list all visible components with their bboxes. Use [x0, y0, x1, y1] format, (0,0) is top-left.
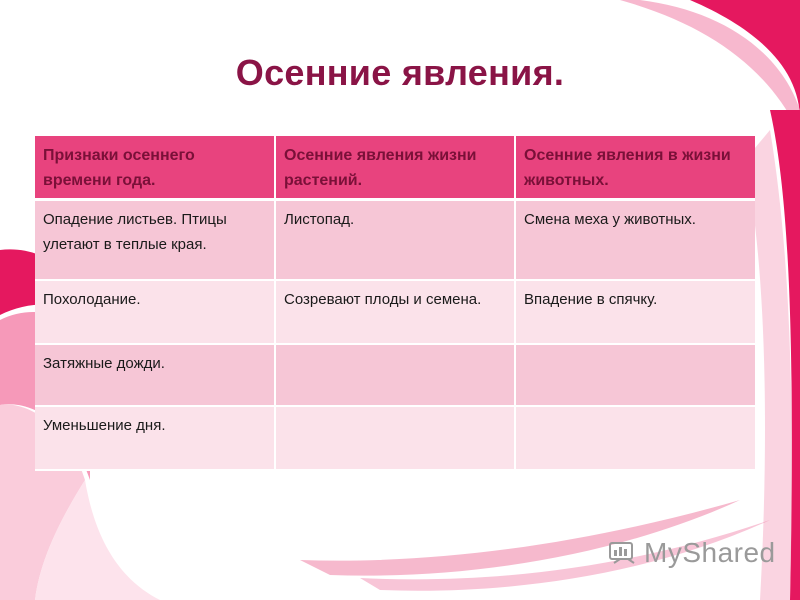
table-cell: Впадение в спячку.	[515, 280, 755, 344]
table-header-row	[35, 136, 755, 200]
table-cell	[275, 406, 515, 470]
page-title: Осенние явления.	[235, 52, 565, 93]
table-cell	[515, 406, 755, 470]
table-row	[35, 200, 755, 280]
table-cell: Листопад.	[275, 200, 515, 280]
column-header-signs: Признаки осеннего времени года.	[35, 136, 275, 200]
column-header-animals: Осенние явления в жизни животных.	[515, 136, 755, 200]
table-row	[35, 344, 755, 406]
table-cell: Смена меха у животных.	[515, 200, 755, 280]
table-row	[35, 406, 755, 470]
table-cell: Уменьшение дня.	[35, 406, 275, 470]
watermark-logo-text: MyShared	[644, 537, 776, 568]
phenomena-table	[35, 136, 755, 471]
table-cell: Опадение листьев. Птицы улетают в теплые края.	[35, 200, 275, 280]
myshared-logo-icon	[608, 537, 640, 569]
table-cell	[515, 344, 755, 406]
table-row	[35, 280, 755, 344]
watermark	[608, 536, 776, 570]
table-cell	[275, 344, 515, 406]
column-header-plants: Осенние явления жизни растений.	[275, 136, 515, 200]
table-cell: Затяжные дожди.	[35, 344, 275, 406]
table-cell: Похолодание.	[35, 280, 275, 344]
table-cell: Созревают плоды и семена.	[275, 280, 515, 344]
